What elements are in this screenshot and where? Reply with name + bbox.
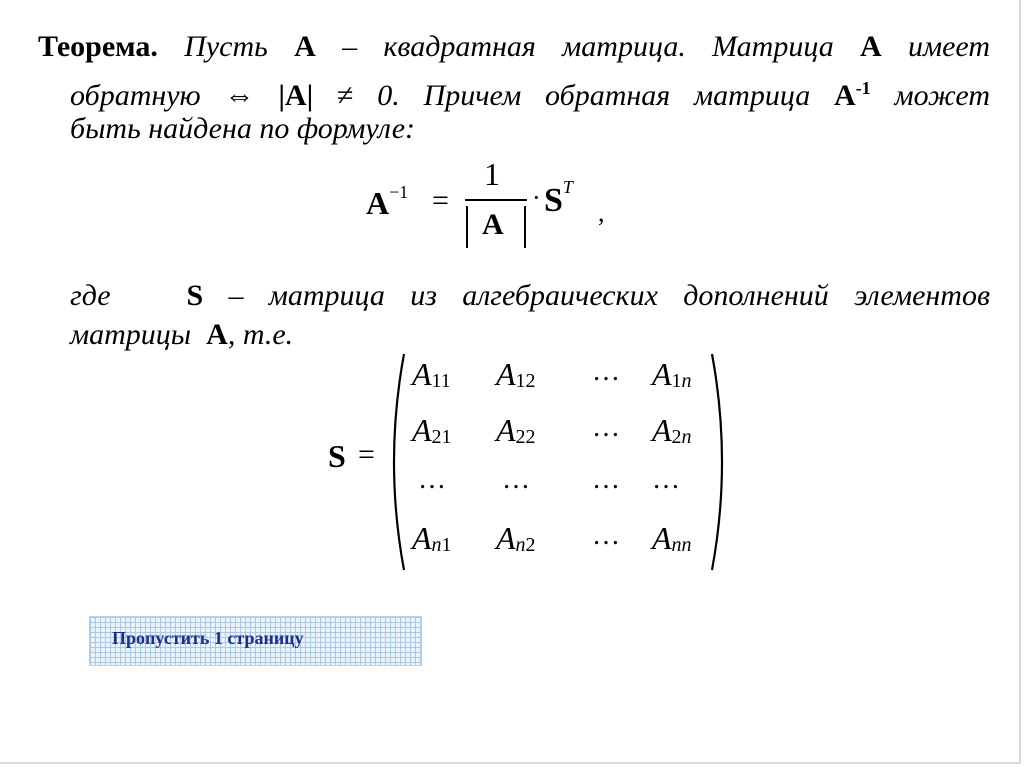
matrix-cell-3-2: … [502,464,530,495]
skip-page-button[interactable] [89,616,422,666]
fraction-denominator: А [462,204,530,248]
matrix-label: S [328,438,346,474]
fraction-bar [465,199,527,201]
matrix-cell-3-4: … [652,464,680,495]
theorem-line-3: быть найдена по формуле: [70,112,416,145]
neq-symbol: ≠ [337,79,354,112]
matrix-cell-2-3: … [592,412,620,443]
where-line-1: где S – матрица из алгебраических дополнений элементов [70,279,990,312]
matrix-cell-3-1: … [418,464,446,495]
right-paren [708,352,734,572]
matrix-cell-1-3: … [592,356,620,387]
skip-page-label: Пропустить 1 страницу [112,628,304,648]
matrix-cell-1-1: $A_{11}$ [412,356,451,392]
matrix-cell-2-4: $A_{2n}$ [652,412,692,448]
matrix-cell-3-3: … [592,464,620,495]
fraction-numerator: 1 [484,156,500,192]
inverse-matrix-formula: $А^{-1}$ = 1 А · $S^T$ , [360,160,620,260]
matrix-cell-4-1: $A_{n1}$ [412,520,452,556]
matrix-cell-4-2: $A_{n2}$ [496,520,536,556]
theorem-label: Теорема. [38,30,158,63]
theorem-line-1: Теорема. Пусть А – квадратная матрица. Матрица А имеет [38,30,991,63]
matrix-cell-1-4: $A_{1n}$ [652,356,692,392]
matrix-cell-1-2: $A_{12}$ [496,356,536,392]
cofactor-matrix-formula: S = $A_{11}$ $A_{12}$ … $A_{1n}$ $A_{21}$ $A_{22}$ … $A_{2n}$ … … … … $A_{n1}$ $A_{n2}$ … $A_{nn}$ [328,350,748,580]
matrix-cell-4-3: … [592,520,620,551]
iff-symbol: ⇔ [224,79,255,112]
theorem-line-2: обратную ⇔ |А| ≠ 0. Причем обратная матрица $А^{-1}$ может [70,78,990,112]
matrix-cell-4-4: $A_{nn}$ [652,520,692,556]
matrix-cell-2-1: $A_{21}$ [412,412,452,448]
matrix-cell-2-2: $A_{22}$ [496,412,536,448]
left-paren [382,352,408,572]
where-line-2: матрицы А, т.е. [70,318,294,351]
